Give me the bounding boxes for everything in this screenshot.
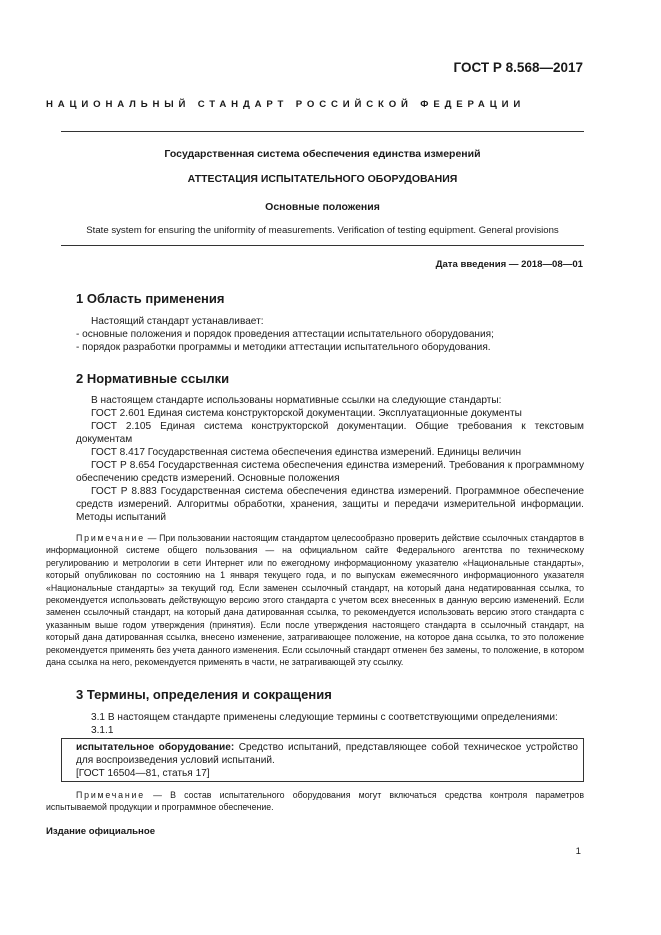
term-name: испытательное оборудование: <box>76 742 235 753</box>
section-2-note <box>46 532 584 668</box>
section-3-item-number: 3.1.1 <box>91 725 114 736</box>
reference-item: ГОСТ 2.601 Единая система конструкторской документации. Эксплуатационные документы <box>91 408 522 419</box>
section-1-heading: 1 Область применения <box>76 291 225 306</box>
edition-label: Издание официальное <box>46 826 156 837</box>
section-1-body <box>76 315 584 354</box>
title-divider <box>61 245 584 246</box>
note-text: — При пользовании настоящим стандартом целесообразно проверить действие ссылочных стандартов в информационной системе общего пользования — на официальном сайте Федерального агентства по техническому регулированию и метрологии в сети Интернет или по ежегодному информационному указателю «Национальные стандарты», который опубликован по состоянию на 1 января текущего года, и по выпускам ежемесячного информационного указателя «Национальные стандарты» за текущий год. Если заменен ссылочный стандарт, на который дана недатированная ссылка, то рекомендуется использовать действующую версию этого стандарта с учетом всех внесенных в данную версию изменений. Если заменен ссылочный стандарт, на который дана датированная ссылка, то рекомендуется использовать версию этого стандарта с указанным выше годом утверждения (принятия). Если после утверждения настоящего стандарта в ссылочный стандарт, на который дана датированная ссылка, внесено изменение, затрагивающее положение, на которое дана ссылка, то это положение рекомендуется применять без учета данного изменения. Если ссылочный стандарт отменен без замены, то положение, в котором дана ссылка на него, рекомендуется применять в части, не затрагивающей эту ссылку. <box>46 533 584 668</box>
section-3-intro: 3.1 В настоящем стандарте применены следующие термины с соответствующими определениями: <box>91 712 558 723</box>
national-standard-title: НАЦИОНАЛЬНЫЙ СТАНДАРТ РОССИЙСКОЙ ФЕДЕРАЦИИ <box>46 99 526 110</box>
english-title: State system for ensuring the uniformity of measurements. Verification of testing equipment. General provisions <box>86 225 559 236</box>
section-3-body <box>76 711 584 737</box>
section-3-heading: 3 Термины, определения и сокращения <box>76 687 332 702</box>
header-divider <box>61 131 584 132</box>
introduction-date: Дата введения — 2018—08—01 <box>435 259 583 270</box>
system-title: Государственная система обеспечения единства измерений <box>164 148 481 160</box>
section-2-body <box>76 394 584 524</box>
document-number: ГОСТ Р 8.568—2017 <box>453 60 583 75</box>
note-label: Примечание <box>76 533 145 543</box>
subtitle: Основные положения <box>265 201 380 213</box>
section-2-intro: В настоящем стандарте использованы нормативные ссылки на следующие стандарты: <box>91 395 502 406</box>
note-text: — В состав испытательного оборудования могут включаться средства контроля параметров испытываемой продукции и программное обеспечение. <box>46 790 584 813</box>
term-definition: Средство испытаний, представляющее собой техническое устройство для воспроизведения условий испытаний. <box>76 742 578 766</box>
main-title: АТТЕСТАЦИЯ ИСПЫТАТЕЛЬНОГО ОБОРУДОВАНИЯ <box>187 173 458 185</box>
note-label: Примечание <box>76 790 145 800</box>
section-1-line: - порядок разработки программы и методики аттестации испытательного оборудования. <box>76 342 491 353</box>
section-1-line: Настоящий стандарт устанавливает: <box>91 316 264 327</box>
section-2-heading: 2 Нормативные ссылки <box>76 371 230 386</box>
section-1-line: - основные положения и порядок проведения аттестации испытательного оборудования; <box>76 329 494 340</box>
page-number: 1 <box>575 846 581 857</box>
section-3-note <box>46 789 584 814</box>
reference-item: ГОСТ Р 8.883 Государственная система обеспечения единства измерений. Программное обеспечение средств измерений. Алгоритмы обработки, хранения, защиты и передачи измерительной информации. Методы испытаний <box>76 486 584 523</box>
reference-item: ГОСТ 2.105 Единая система конструкторской документации. Общие требования к текстовым документам <box>76 421 584 445</box>
term-definition-block <box>76 741 578 780</box>
term-source: [ГОСТ 16504—81, статья 17] <box>76 768 210 779</box>
reference-item: ГОСТ Р 8.654 Государственная система обеспечения единства измерений. Требования к программному обеспечению средств измерений. Основные положения <box>76 460 584 484</box>
reference-item: ГОСТ 8.417 Государственная система обеспечения единства измерений. Единицы величин <box>91 447 522 458</box>
